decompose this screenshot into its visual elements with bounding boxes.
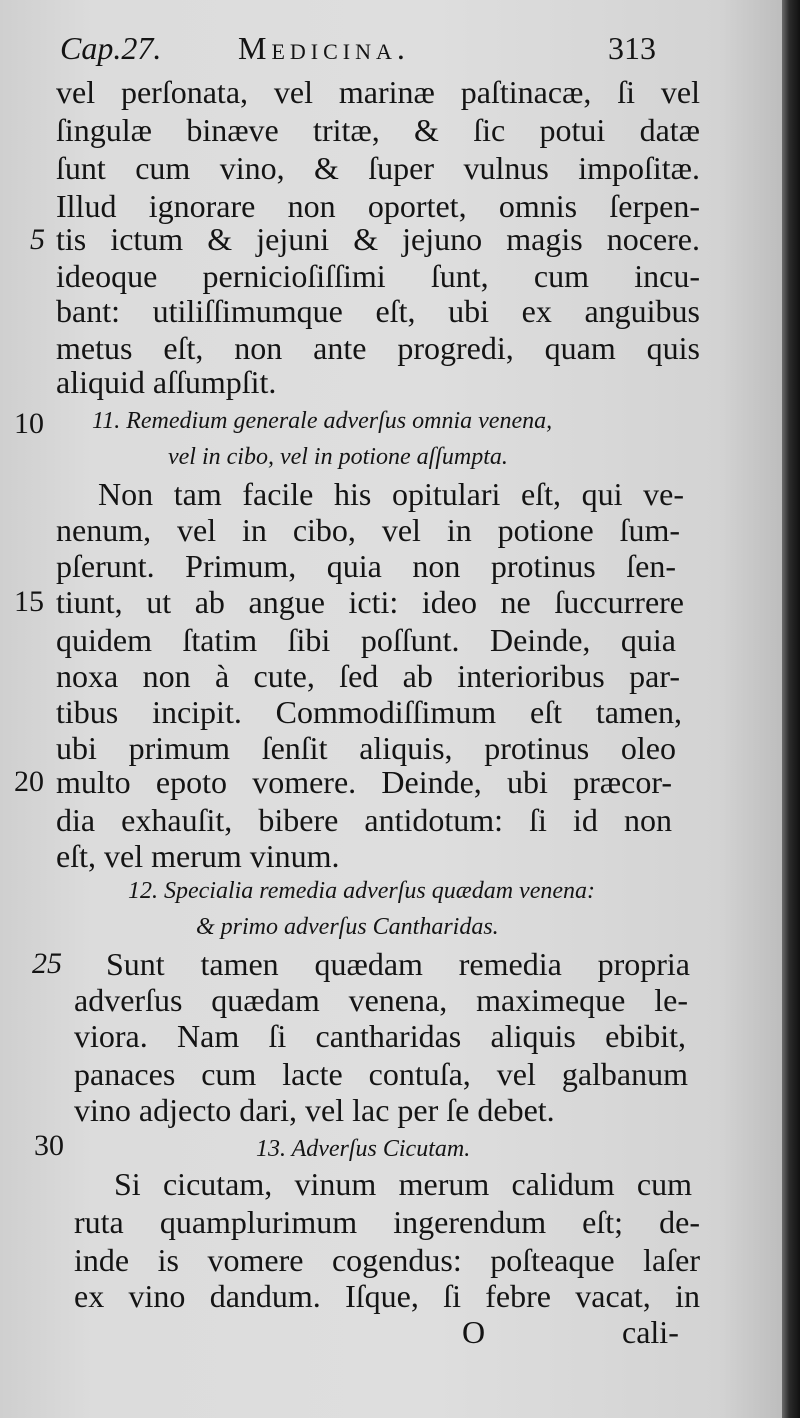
text-line: metus eſt, non ante progredi, quam quis	[56, 330, 700, 366]
text-line: nenum, vel in cibo, vel in potione ſum-	[56, 512, 680, 548]
text-line: Illud ignorare non oportet, omnis ſerpen-	[56, 188, 700, 224]
section-heading: 12. Specialia remedia adverſus quædam venena:	[128, 878, 596, 904]
text-line: ſunt cum vino, & ſuper vulnus impoſitæ.	[56, 150, 700, 186]
section-heading: vel in cibo, vel in potione aſſumpta.	[168, 444, 508, 470]
line-number: 30	[34, 1129, 64, 1162]
line-number: 5	[30, 223, 45, 256]
text-line: multo epoto vomere. Deinde, ubi præcor-	[56, 764, 672, 800]
text-line: quidem ſtatim ſibi poſſunt. Deinde, quia	[56, 622, 676, 658]
text-line: eſt, vel merum vinum.	[56, 838, 340, 874]
text-line: ex vino dandum. Iſque, ſi febre vacat, in	[74, 1278, 700, 1314]
text-line: vino adjecto dari, vel lac per ſe debet.	[74, 1092, 555, 1128]
text-line: Si cicutam, vinum merum calidum cum	[114, 1166, 692, 1202]
line-number: 20	[14, 765, 44, 798]
text-line: Sunt tamen quædam remedia propria	[106, 946, 690, 982]
text-line: vel perſonata, vel marinæ paſtinacæ, ſi vel	[56, 74, 700, 110]
section-heading: 11. Remedium generale adverſus omnia venena,	[92, 408, 553, 434]
catchword: cali-	[622, 1314, 679, 1350]
section-heading: 13. Adverſus Cicutam.	[256, 1136, 471, 1162]
line-number: 15	[14, 585, 44, 618]
text-line: ſingulæ binæve tritæ, & ſic potui datæ	[56, 112, 700, 148]
text-line: tis ictum & jejuni & jejuno magis nocere.	[56, 221, 700, 257]
line-number: 10	[14, 407, 44, 440]
text-line: aliquid aſſumpſit.	[56, 364, 277, 400]
text-line: inde is vomere cogendus: poſteaque laſer	[74, 1242, 700, 1278]
text-line: dia exhauſit, bibere antidotum: ſi id non	[56, 802, 672, 838]
page-number: 313	[608, 30, 656, 66]
chapter-label: Cap.27.	[60, 30, 162, 66]
text-line: panaces cum lacte contuſa, vel galbanum	[74, 1056, 688, 1092]
book-spine-shadow	[782, 0, 800, 1418]
text-line: bant: utiliſſimumque eſt, ubi ex anguibus	[56, 293, 700, 329]
text-line: ubi primum ſenſit aliquis, protinus oleo	[56, 730, 676, 766]
text-line: adverſus quædam venena, maximeque le-	[74, 982, 688, 1018]
text-line: ideoque pernicioſiſſimi ſunt, cum incu-	[56, 258, 700, 294]
text-line: tiunt, ut ab angue icti: ideo ne ſuccurrere	[56, 584, 684, 620]
line-number: 25	[32, 947, 62, 980]
text-line: pſerunt. Primum, quia non protinus ſen-	[56, 548, 676, 584]
text-line: ruta quamplurimum ingerendum eſt; de-	[74, 1204, 700, 1240]
running-title: Medicina.	[238, 30, 410, 66]
section-heading: & primo adverſus Cantharidas.	[196, 914, 499, 940]
text-line: noxa non à cute, ſed ab interioribus par-	[56, 658, 680, 694]
text-line: Non tam facile his opitulari eſt, qui ve-	[98, 476, 684, 512]
text-line: tibus incipit. Commodiſſimum eſt tamen,	[56, 694, 682, 730]
signature-mark: O	[462, 1314, 486, 1350]
text-line: viora. Nam ſi cantharidas aliquis ebibit,	[74, 1018, 686, 1054]
